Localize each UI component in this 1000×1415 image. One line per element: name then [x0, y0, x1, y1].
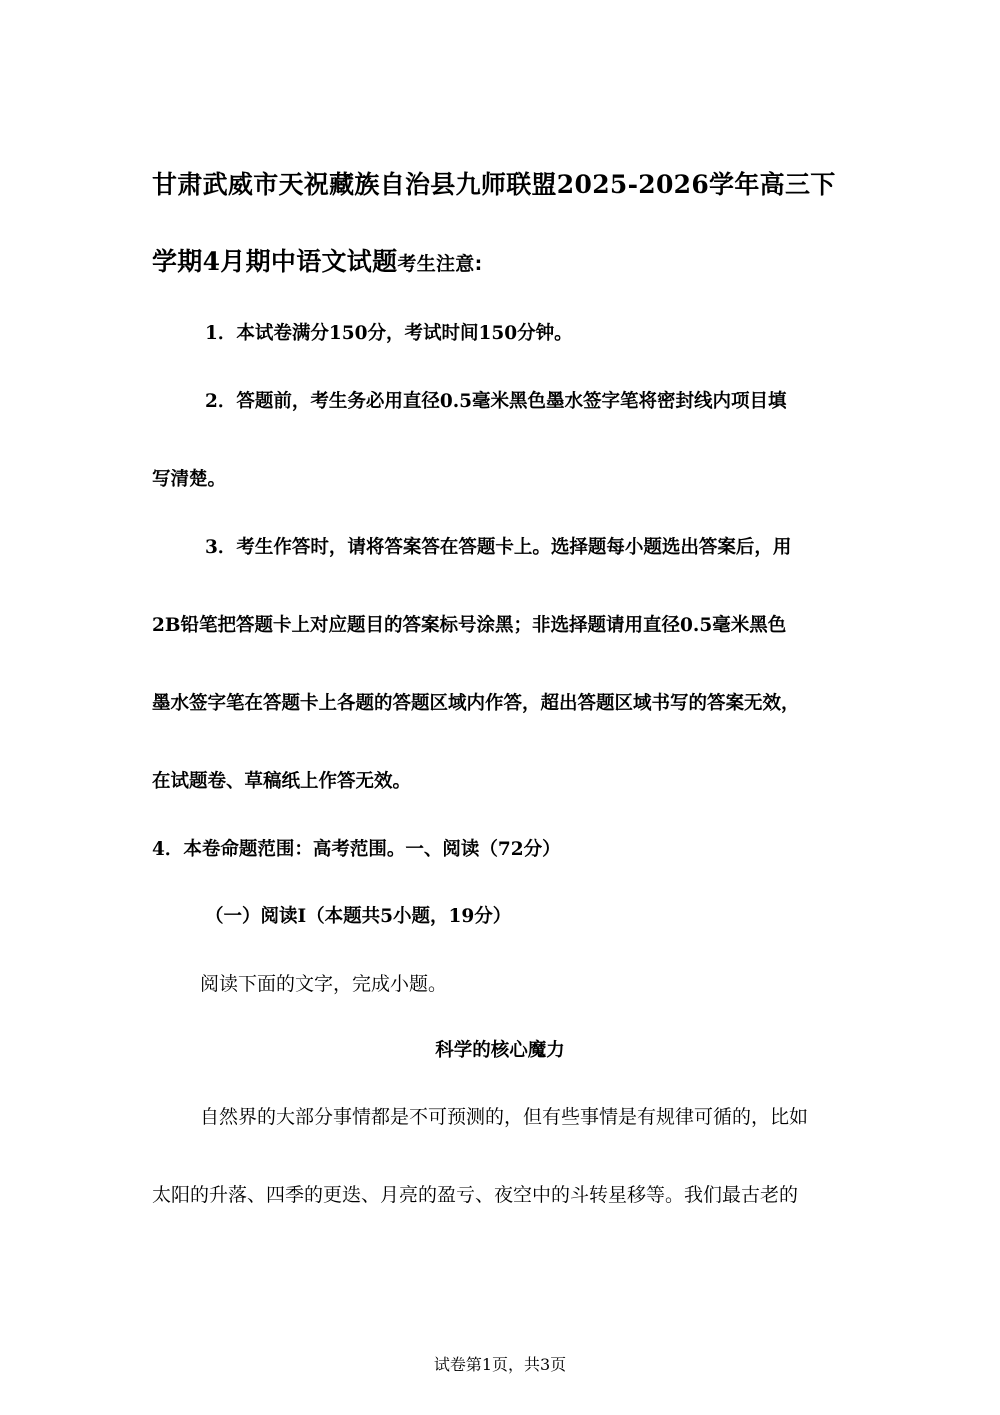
note-2: 2．答题前，考生务必用直径0.5毫米黑色墨水签字笔将密封线内项目填: [205, 391, 787, 412]
note-4: 4．本卷命题范围：高考范围。一、阅读（72分）: [152, 839, 561, 860]
note-1: 1．本试卷满分150分，考试时间150分钟。: [205, 323, 573, 344]
exam-title-text: 学期4月期中语文试题: [152, 247, 398, 276]
note-2-continued: 写清楚。: [152, 469, 227, 490]
note-3-continued-3: 在试题卷、草稿纸上作答无效。: [152, 771, 412, 792]
article-paragraph-line-1: 自然界的大部分事情都是不可预测的，但有些事情是有规律可循的，比如: [200, 1106, 809, 1128]
note-3: 3．考生作答时，请将答案答在答题卡上。选择题每小题选出答案后，用: [205, 537, 792, 558]
note-3-continued-2: 墨水签字笔在答题卡上各题的答题区域内作答，超出答题区域书写的答案无效，: [152, 693, 800, 714]
page-footer: 试卷第1页，共3页: [433, 1355, 567, 1374]
note-3-continued-1: 2B铅笔把答题卡上对应题目的答案标号涂黑；非选择题请用直径0.5毫米黑色: [152, 615, 787, 636]
reading-instruction: 阅读下面的文字，完成小题。: [200, 973, 448, 995]
exam-notice-label: 考生注意:: [397, 253, 483, 275]
section-heading: （一）阅读I（本题共5小题，19分）: [205, 906, 512, 927]
article-title: 科学的核心魔力: [435, 1040, 565, 1061]
exam-title-line-1: 甘肃武威市天祝藏族自治县九师联盟2025-2026学年高三下: [152, 170, 836, 199]
article-paragraph-line-2: 太阳的升落、四季的更迭、月亮的盈亏、夜空中的斗转星移等。我们最古老的: [152, 1184, 799, 1206]
exam-title-line-2: [152, 249, 852, 274]
